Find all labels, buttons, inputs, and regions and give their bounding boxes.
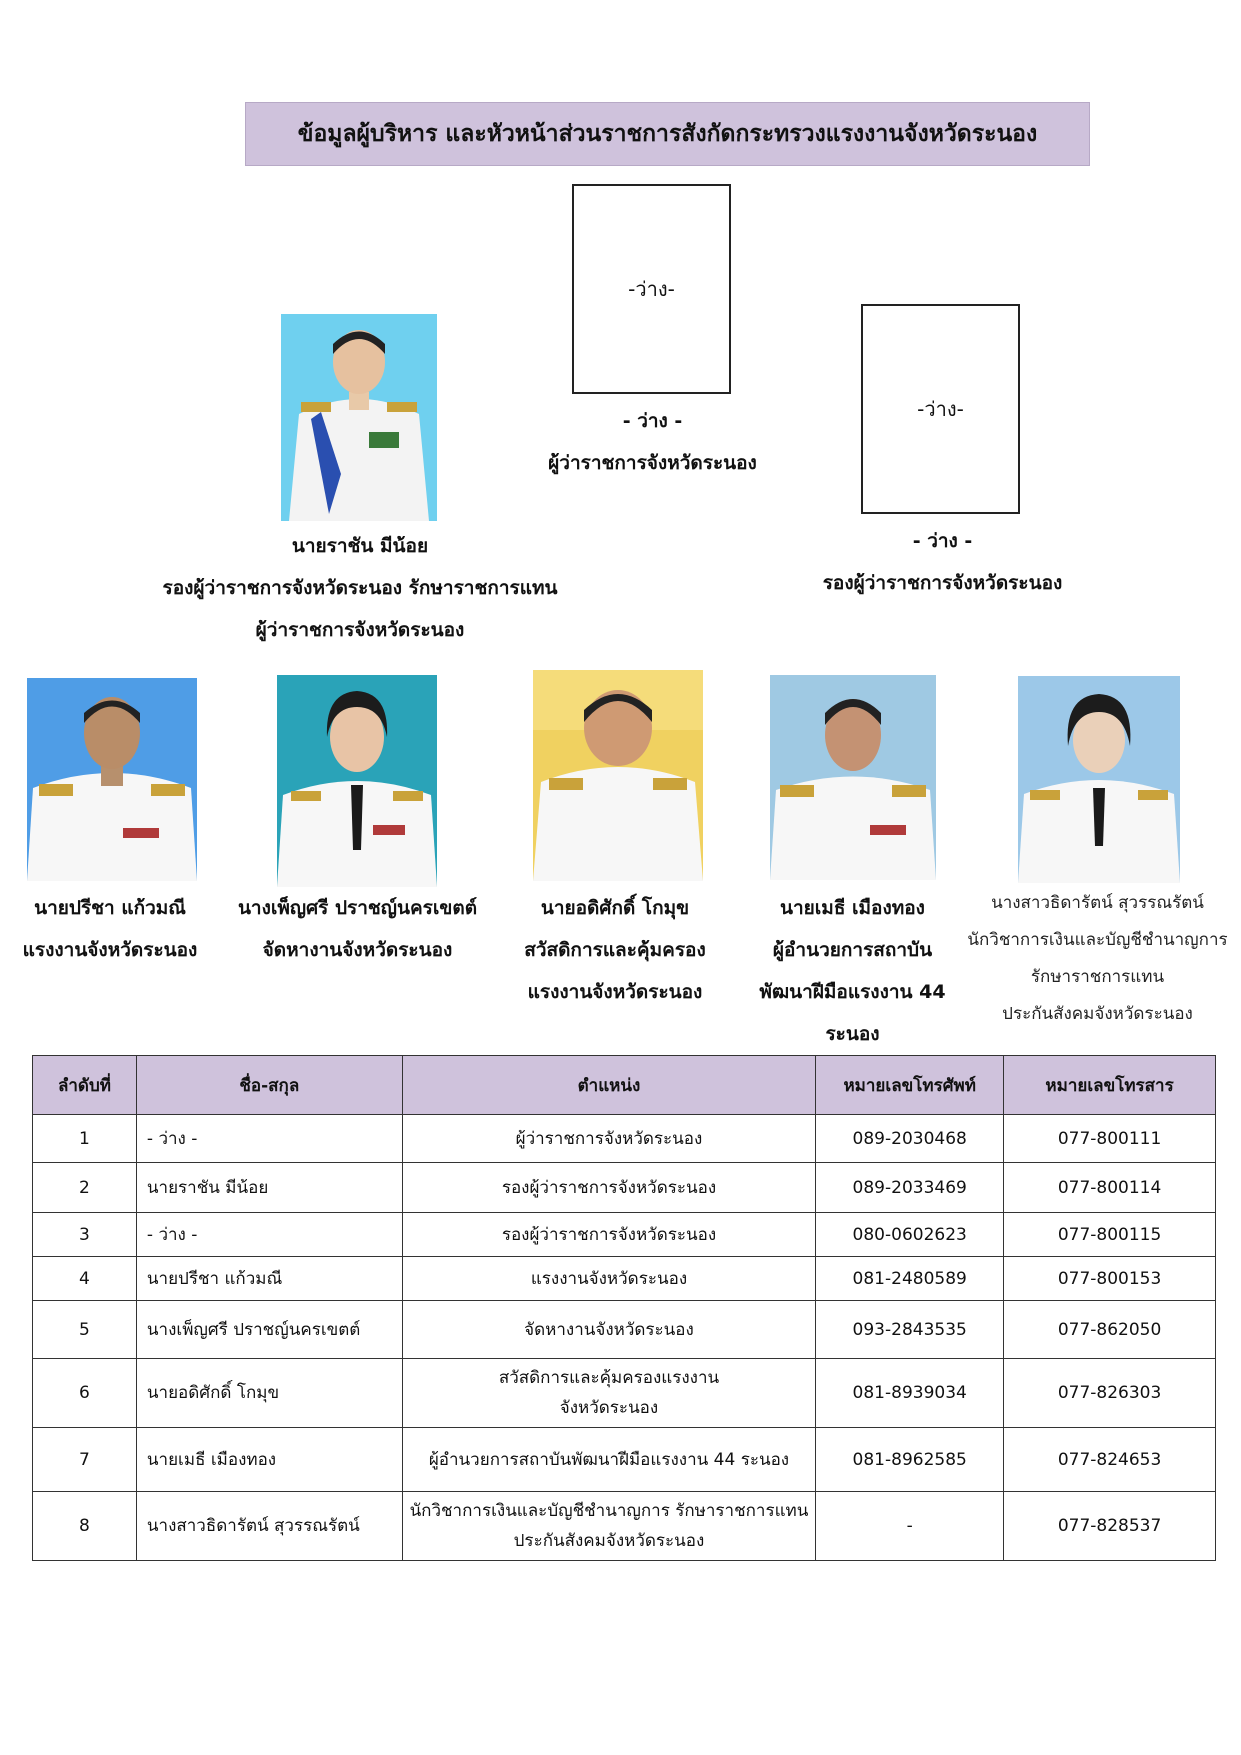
table-row xyxy=(33,1359,1216,1428)
official-3-name: นายอดิศักดิ์ โกมุข xyxy=(540,897,690,919)
row-phone: - xyxy=(816,1492,1004,1561)
header-no: ลำดับที่ xyxy=(33,1056,137,1115)
official-2-name: นางเพ็ญศรี ปราชญ์นครเขตต์ xyxy=(237,897,478,919)
row-fax: 077-824653 xyxy=(1004,1428,1216,1492)
table-row xyxy=(33,1115,1216,1163)
row-no: 2 xyxy=(33,1163,137,1213)
row-fax: 077-826303 xyxy=(1004,1359,1216,1428)
row-position: ผู้ว่าราชการจังหวัดระนอง xyxy=(402,1115,816,1163)
header-fax: หมายเลขโทรสาร xyxy=(1004,1056,1216,1115)
deputy-acting-title-2: ผู้ว่าราชการจังหวัดระนอง xyxy=(255,619,465,641)
row-position: ผู้อำนวยการสถาบันพัฒนาฝีมือแรงงาน 44 ระนอง xyxy=(402,1428,816,1492)
official-5-line-3: ประกันสังคมจังหวัดระนอง xyxy=(1002,1004,1193,1024)
row-no: 8 xyxy=(33,1492,137,1561)
row-no: 5 xyxy=(33,1301,137,1359)
row-phone: 081-2480589 xyxy=(816,1257,1004,1301)
table-row xyxy=(33,1257,1216,1301)
row-position xyxy=(402,1359,816,1428)
official-5-photo xyxy=(1018,676,1180,883)
row-fax: 077-800115 xyxy=(1004,1213,1216,1257)
governor-title: ผู้ว่าราชการจังหวัดระนอง xyxy=(548,452,757,474)
row-no: 4 xyxy=(33,1257,137,1301)
header-phone: หมายเลขโทรศัพท์ xyxy=(816,1056,1004,1115)
row-fax: 077-800114 xyxy=(1004,1163,1216,1213)
official-1-photo xyxy=(27,678,197,881)
row-position-line: สวัสดิการและคุ้มครองแรงงาน xyxy=(498,1368,720,1388)
official-4-line-3: ระนอง xyxy=(825,1023,880,1045)
official-5-name: นางสาวธิดารัตน์ สุวรรณรัตน์ xyxy=(991,893,1204,913)
row-no: 3 xyxy=(33,1213,137,1257)
row-position: รองผู้ว่าราชการจังหวัดระนอง xyxy=(402,1163,816,1213)
header-position: ตำแหน่ง xyxy=(402,1056,816,1115)
row-phone: 080-0602623 xyxy=(816,1213,1004,1257)
row-phone: 093-2843535 xyxy=(816,1301,1004,1359)
official-1-line: แรงงานจังหวัดระนอง xyxy=(22,939,198,961)
page-title: ข้อมูลผู้บริหาร และหัวหน้าส่วนราชการสังกัดกระทรวงแรงงานจังหวัดระนอง xyxy=(245,102,1090,166)
official-3-photo xyxy=(533,670,703,881)
row-no: 7 xyxy=(33,1428,137,1492)
row-position-line: ประกันสังคมจังหวัดระนอง xyxy=(513,1531,705,1551)
contact-table xyxy=(32,1055,1216,1561)
table-header-row xyxy=(33,1056,1216,1115)
row-phone: 089-2033469 xyxy=(816,1163,1004,1213)
row-name: นายปรีชา แก้วมณี xyxy=(136,1257,402,1301)
deputy-vacant-title: รองผู้ว่าราชการจังหวัดระนอง xyxy=(822,572,1063,594)
official-4-name: นายเมธี เมืองทอง xyxy=(780,897,925,919)
official-5-caption xyxy=(965,885,1230,1033)
row-name: นางเพ็ญศรี ปราชญ์นครเขตต์ xyxy=(136,1301,402,1359)
row-position: จัดหางานจังหวัดระนอง xyxy=(402,1301,816,1359)
deputy-vacant-caption xyxy=(770,520,1115,604)
row-position xyxy=(402,1492,816,1561)
row-position-line: จังหวัดระนอง xyxy=(559,1398,659,1418)
row-no: 1 xyxy=(33,1115,137,1163)
official-1-name: นายปรีชา แก้วมณี xyxy=(34,897,186,919)
row-name: นายอดิศักดิ์ โกมุข xyxy=(136,1359,402,1428)
deputy-acting-photo xyxy=(281,314,437,521)
official-4-line-1: ผู้อำนวยการสถาบัน xyxy=(772,939,933,961)
row-name: นางสาวธิดารัตน์ สุวรรณรัตน์ xyxy=(136,1492,402,1561)
official-3-caption xyxy=(505,887,725,1013)
row-fax: 077-800111 xyxy=(1004,1115,1216,1163)
table-row xyxy=(33,1301,1216,1359)
table-row xyxy=(33,1492,1216,1561)
row-fax: 077-862050 xyxy=(1004,1301,1216,1359)
deputy-vacant-photo-placeholder: -ว่าง- xyxy=(861,304,1020,514)
official-5-line-1: นักวิชาการเงินและบัญชีชำนาญการ xyxy=(967,930,1228,950)
official-1-caption xyxy=(10,887,210,971)
row-name: - ว่าง - xyxy=(136,1115,402,1163)
row-name: - ว่าง - xyxy=(136,1213,402,1257)
deputy-acting-title-1: รองผู้ว่าราชการจังหวัดระนอง รักษาราชการแทน xyxy=(162,577,558,599)
row-fax: 077-800153 xyxy=(1004,1257,1216,1301)
table-row xyxy=(33,1213,1216,1257)
row-phone: 089-2030468 xyxy=(816,1115,1004,1163)
deputy-acting-name: นายราชัน มีน้อย xyxy=(291,535,429,557)
table-row xyxy=(33,1163,1216,1213)
table-row xyxy=(33,1428,1216,1492)
official-3-line-1: สวัสดิการและคุ้มครอง xyxy=(524,939,706,961)
official-2-caption xyxy=(235,887,480,971)
governor-caption xyxy=(480,400,825,484)
header-name: ชื่อ-สกุล xyxy=(136,1056,402,1115)
row-name: นายราชัน มีน้อย xyxy=(136,1163,402,1213)
official-4-photo xyxy=(770,675,936,880)
governor-name: - ว่าง - xyxy=(622,410,683,432)
official-2-photo xyxy=(277,675,437,887)
row-fax: 077-828537 xyxy=(1004,1492,1216,1561)
official-4-line-2: พัฒนาฝีมือแรงงาน 44 xyxy=(759,981,946,1003)
official-4-caption xyxy=(750,887,955,1055)
row-no: 6 xyxy=(33,1359,137,1428)
official-3-line-2: แรงงานจังหวัดระนอง xyxy=(527,981,703,1003)
row-phone: 081-8962585 xyxy=(816,1428,1004,1492)
row-position: แรงงานจังหวัดระนอง xyxy=(402,1257,816,1301)
deputy-vacant-name: - ว่าง - xyxy=(912,530,973,552)
row-name: นายเมธี เมืองทอง xyxy=(136,1428,402,1492)
row-position: รองผู้ว่าราชการจังหวัดระนอง xyxy=(402,1213,816,1257)
deputy-acting-caption xyxy=(115,525,605,651)
official-2-line: จัดหางานจังหวัดระนอง xyxy=(262,939,453,961)
official-5-line-2: รักษาราชการแทน xyxy=(1030,967,1165,987)
row-phone: 081-8939034 xyxy=(816,1359,1004,1428)
row-position-line: นักวิชาการเงินและบัญชีชำนาญการ รักษาราชการแทน xyxy=(409,1501,809,1521)
governor-photo-placeholder: -ว่าง- xyxy=(572,184,731,394)
